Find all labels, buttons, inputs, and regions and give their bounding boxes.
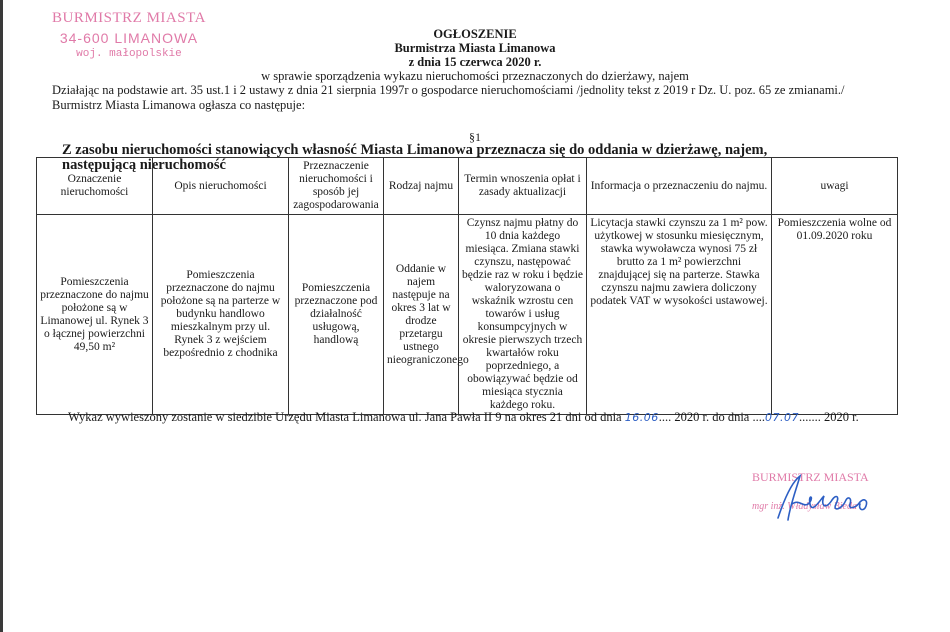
mayor-stamp-title: BURMISTRZ MIASTA (752, 470, 869, 484)
document-date: z dnia 15 czerwca 2020 r. (408, 55, 542, 69)
col-header-informacja: Informacja o przeznaczeniu do najmu. (587, 158, 772, 215)
stamp-line-1: BURMISTRZ MIASTA (52, 10, 206, 26)
col-header-opis: Opis nieruchomości (153, 158, 289, 215)
document-subject: w sprawie sporządzenia wykazu nieruchomości przeznaczonych do dzierżawy, najem (261, 69, 689, 83)
cell-termin: Czynsz najmu płatny do 10 dnia każdego miesiąca. Zmiana stawki czynszu, następować będzie raz w roku i będzie waloryzowana o wskaźnik wzrostu cen towarów i usług konsumpcyjnych w okresie pierwszych trzech kwartałów roku poprzedniego, a obowiązywać będzie od miesiąca stycznia każdego roku. (459, 215, 587, 415)
section-title: Z zasobu nieruchomości stanowiących własność Miasta Limanowa przeznacza się do oddania w dzierżawę, najem, następującą nieruchomość (62, 142, 768, 173)
col-header-termin: Termin wnoszenia opłat i zasady aktualizacji (459, 158, 587, 215)
cell-przeznaczenie: Pomieszczenia przeznaczone pod działalność usługową, handlową (289, 215, 384, 415)
cell-uwagi: Pomieszczenia wolne od 01.09.2020 roku (772, 215, 898, 415)
posting-notice (68, 410, 859, 425)
posting-notice-text: Wykaz wywieszony zostanie w siedzibie Urzędu Miasta Limanowa ul. Jana Pawła II 9 na okres 21 dni od dnia (68, 410, 625, 424)
dots: .... (752, 410, 765, 424)
dots: .... (658, 410, 672, 424)
col-header-rodzaj: Rodzaj najmu (384, 158, 459, 215)
handwritten-date-from: 16.06 (624, 411, 659, 424)
cell-rodzaj: Oddanie w najem następuje na okres 3 lat w drodze przetargu ustnego nieograniczonego (384, 215, 459, 415)
handwritten-signature-icon (770, 470, 880, 525)
col-header-przeznaczenie: Przeznaczenie nieruchomości i sposób jej zagospodarowania (289, 158, 384, 215)
cell-opis: Pomieszczenia przeznaczone do najmu położone są na parterze w budynku handlowo mieszkalnym przy ul. Rynek 3 z wejściem bezpośrednio z chodnika (153, 215, 289, 415)
table-header-row (37, 158, 898, 215)
document-title: OGŁOSZENIE (433, 27, 517, 41)
stamp-line-2: 34-600 LIMANOWA (59, 30, 199, 46)
dots: ....... (798, 410, 821, 424)
cell-informacja: Licytacja stawki czynszu za 1 m² pow. użytkowej w stosunku miesięcznym, stawka wywoławcza wynosi 75 zł brutto za 1 m² powierzchni znajdującej się na parterze. Stawka czynszu najmu zawiera doliczony podatek VAT w wysokości ustawowej. (587, 215, 772, 415)
col-header-oznaczenie: Oznaczenie nieruchomości (37, 158, 153, 215)
handwritten-date-to: 07.07 (764, 411, 799, 424)
scan-edge (0, 0, 3, 632)
property-table (36, 157, 898, 415)
cell-oznaczenie: Pomieszczenia przeznaczone do najmu położone są w Limanowej ul. Rynek 3 o łącznej powierzchni 49,50 m² (37, 215, 153, 415)
legal-basis (52, 83, 932, 112)
posting-notice-mid: 2020 r. do dnia (671, 410, 753, 424)
document-issuer: Burmistrza Miasta Limanowa (394, 41, 556, 55)
legal-basis-line-2: Burmistrz Miasta Limanowa ogłasza co następuje: (52, 97, 306, 112)
legal-basis-line-1: Działając na podstawie art. 35 ust.1 i 2 ustawy z dnia 21 sierpnia 1997r o gospodarce nieruchomościami /jednolity tekst z 2019 r Dz. U. poz. 65 ze zmianami./ (52, 83, 845, 97)
stamp-line-3: woj. małopolskie (76, 48, 182, 60)
posting-notice-end: 2020 r. (820, 410, 859, 424)
table-row (37, 215, 898, 415)
col-header-uwagi: uwagi (772, 158, 898, 215)
mayor-stamp-name: mgr inż. Władysław Bieda (752, 501, 857, 512)
paragraph-mark: §1 (469, 130, 481, 144)
